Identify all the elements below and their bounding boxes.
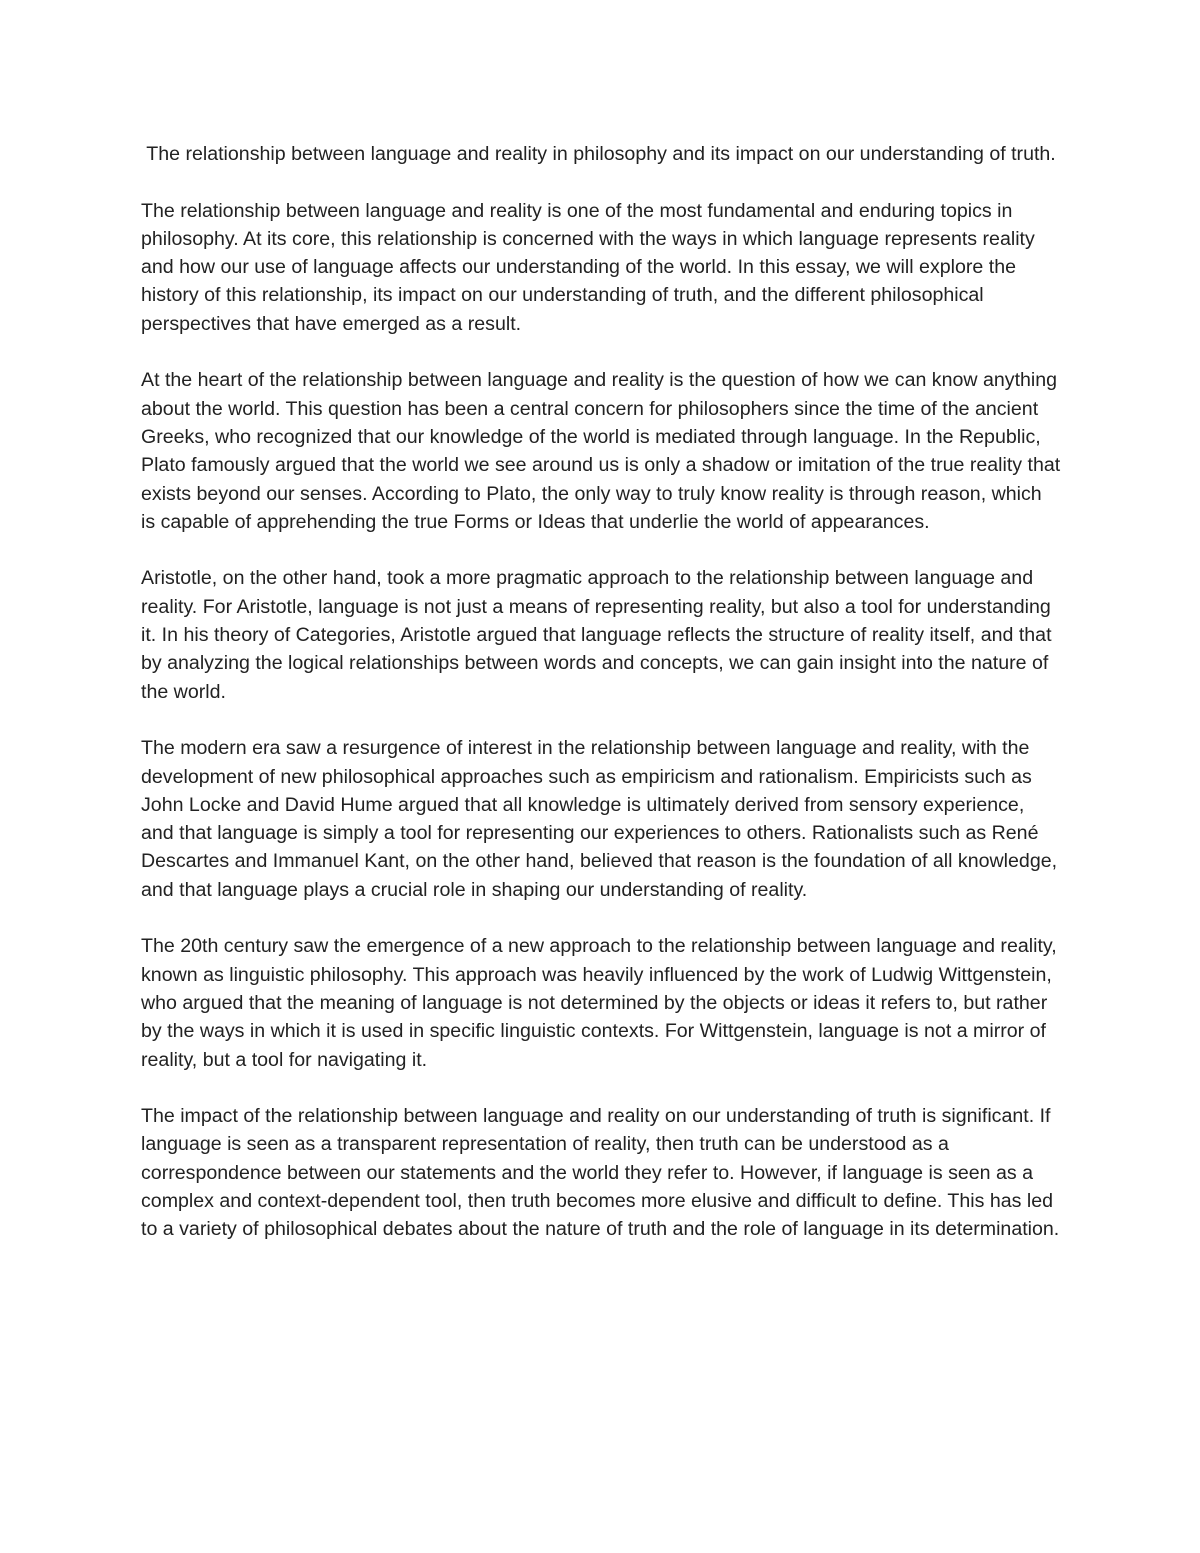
document-title: The relationship between language and reality in philosophy and its impact on our understanding of truth.	[146, 143, 1056, 165]
paragraph-6: The impact of the relationship between language and reality on our understanding of truth is significant. If language is seen as a transparent representation of reality, then truth can be understood as a correspondence between our statements and the world they refer to. However, if language is seen as a complex and context-dependent tool, then truth becomes more elusive and difficult to define. This has led to a variety of philosophical debates about the nature of truth and the role of language in its determination.	[141, 1105, 1060, 1241]
paragraph-3: Aristotle, on the other hand, took a more pragmatic approach to the relationship between language and reality. For Aristotle, language is not just a means of representing reality, but also a tool for understanding it. In his theory of Categories, Aristotle argued that language reflects the structure of reality itself, and that by analyzing the logical relationships between words and concepts, we can gain insight into the nature of the world.	[141, 567, 1052, 703]
document-body	[141, 140, 1061, 1272]
paragraph-5: The 20th century saw the emergence of a new approach to the relationship between language and reality, known as linguistic philosophy. This approach was heavily influenced by the work of Ludwig Wittgenstein, who argued that the meaning of language is not determined by the objects or ideas it refers to, but rather by the ways in which it is used in specific linguistic contexts. For Wittgenstein, language is not a mirror of reality, but a tool for navigating it.	[141, 935, 1057, 1071]
paragraph-1: The relationship between language and reality is one of the most fundamental and enduring topics in philosophy. At its core, this relationship is concerned with the ways in which language represents reality and how our use of language affects our understanding of the world. In this essay, we will explore the history of this relationship, its impact on our understanding of truth, and the different philosophical perspectives that have emerged as a result.	[141, 199, 1035, 335]
paragraph-4: The modern era saw a resurgence of interest in the relationship between language and reality, with the development of new philosophical approaches such as empiricism and rationalism. Empiricists such as John Locke and David Hume argued that all knowledge is ultimately derived from sensory experience, and that language is simply a tool for representing our experiences to others. Rationalists such as René Descartes and Immanuel Kant, on the other hand, believed that reason is the foundation of all knowledge, and that language plays a crucial role in shaping our understanding of reality.	[141, 737, 1058, 901]
paragraph-2: At the heart of the relationship between language and reality is the question of how we can know anything about the world. This question has been a central concern for philosophers since the time of the ancient Greeks, who recognized that our knowledge of the world is mediated through language. In the Republic, Plato famously argued that the world we see around us is only a shadow or imitation of the true reality that exists beyond our senses. According to Plato, the only way to truly know reality is through reason, which is capable of apprehending the true Forms or Ideas that underlie the world of appearances.	[141, 369, 1061, 533]
